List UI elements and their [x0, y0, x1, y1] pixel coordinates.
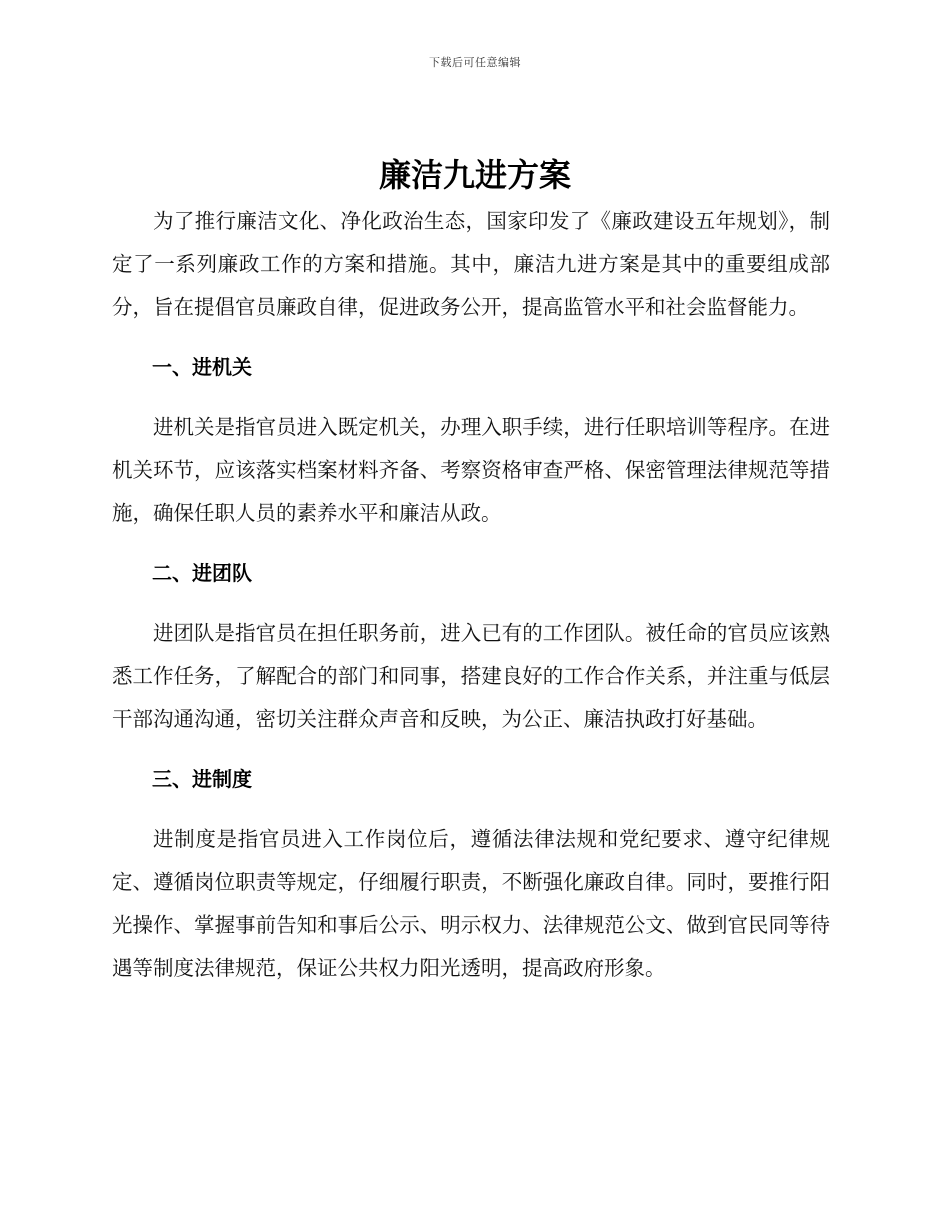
section-heading-1: 一、进机关: [152, 355, 252, 379]
document-body: [112, 200, 830, 990]
section-heading-3: 三、进制度: [152, 767, 252, 791]
intro-paragraph: 为了推行廉洁文化、净化政治生态，国家印发了《廉政建设五年规划》，制定了一系列廉政工作的方案和措施。其中，廉洁九进方案是其中的重要组成部分，旨在提倡官员廉政自律，促进政务公开，提高监管水平和社会监督能力。: [112, 209, 830, 319]
section-paragraph-2: 进团队是指官员在担任职务前，进入已有的工作团队。被任命的官员应该熟悉工作任务，了解配合的部门和同事，搭建良好的工作合作关系，并注重与低层干部沟通沟通，密切关注群众声音和反映，为公正、廉洁执政打好基础。: [112, 621, 830, 731]
section-paragraph-1: 进机关是指官员进入既定机关，办理入职手续，进行任职培训等程序。在进机关环节，应该落实档案材料齐备、考察资格审查严格、保密管理法律规范等措施，确保任职人员的素养水平和廉洁从政。: [112, 415, 830, 525]
section-paragraph-3: 进制度是指官员进入工作岗位后，遵循法律法规和党纪要求、遵守纪律规定、遵循岗位职责等规定，仔细履行职责，不断强化廉政自律。同时，要推行阳光操作、掌握事前告知和事后公示、明示权力、法律规范公文、做到官民同等待遇等制度法律规范，保证公共权力阳光透明，提高政府形象。: [112, 827, 830, 980]
section-heading-2: 二、进团队: [152, 561, 252, 585]
document-title: 廉洁九进方案: [378, 156, 571, 194]
page-header-note: 下载后可任意编辑: [429, 56, 521, 69]
